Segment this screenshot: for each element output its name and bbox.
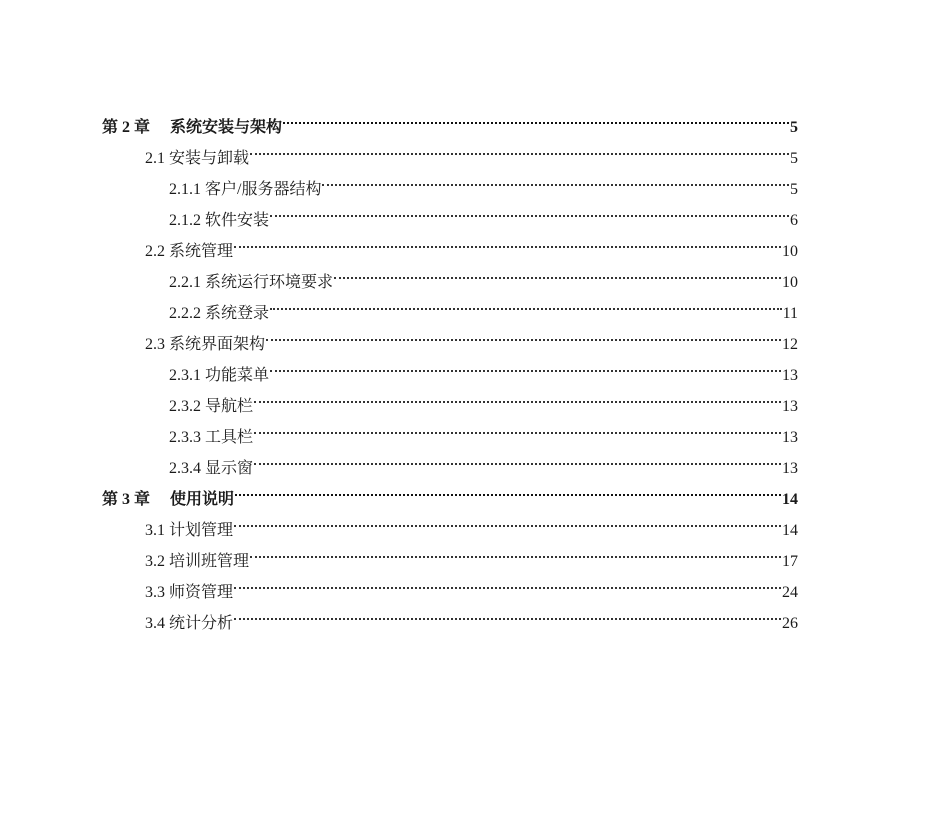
toc-entry-number: 3.1 xyxy=(145,522,165,539)
toc-entry-3-4[interactable] xyxy=(0,597,950,632)
toc-dot-leader xyxy=(249,535,782,566)
toc-dot-leader xyxy=(253,442,782,473)
toc-entry-number: 第 2 章 xyxy=(102,119,151,136)
toc-entry-number: 3.3 xyxy=(145,584,165,601)
toc-entry-2-1-2[interactable] xyxy=(0,194,950,229)
toc-entry-title: 安装与卸载 xyxy=(169,150,250,167)
toc-entry-chapter-3[interactable] xyxy=(0,473,950,508)
toc-entry-title: 显示窗 xyxy=(205,460,254,477)
toc-dot-leader xyxy=(234,473,782,504)
toc-dot-leader xyxy=(321,163,790,194)
toc-entry-2-3-1[interactable] xyxy=(0,349,950,384)
toc-entry-number: 2.2.1 xyxy=(169,274,201,291)
toc-entry-title: 系统运行环境要求 xyxy=(205,274,334,291)
toc-entry-title: 统计分析 xyxy=(169,615,234,632)
toc-entry-page: 13 xyxy=(782,367,798,384)
toc-entry-number: 2.1.2 xyxy=(169,212,201,229)
toc-entry-title: 系统管理 xyxy=(169,243,234,260)
toc-entry-2-3-2[interactable] xyxy=(0,380,950,415)
toc-entry-3-3[interactable] xyxy=(0,566,950,601)
toc-entry-page: 17 xyxy=(782,553,798,570)
toc-entry-2-1-1[interactable] xyxy=(0,163,950,198)
toc-entry-title: 计划管理 xyxy=(169,522,234,539)
table-of-contents xyxy=(0,101,950,632)
toc-entry-number: 3.2 xyxy=(145,553,165,570)
toc-entry-number: 2.3 xyxy=(145,336,165,353)
toc-entry-number: 2.3.1 xyxy=(169,367,201,384)
toc-entry-number: 2.1.1 xyxy=(169,181,201,198)
toc-entry-title: 软件安装 xyxy=(205,212,270,229)
toc-entry-title: 客户/服务器结构 xyxy=(205,181,322,198)
toc-entry-number: 2.1 xyxy=(145,150,165,167)
toc-entry-page: 5 xyxy=(790,181,798,198)
toc-entry-number: 2.2.2 xyxy=(169,305,201,322)
toc-entry-number: 2.3.3 xyxy=(169,429,201,446)
toc-dot-leader xyxy=(253,411,782,442)
toc-dot-leader xyxy=(269,194,790,225)
toc-entry-title: 功能菜单 xyxy=(205,367,270,384)
toc-entry-page: 5 xyxy=(790,119,798,136)
toc-entry-page: 13 xyxy=(782,460,798,477)
toc-entry-2-2[interactable] xyxy=(0,225,950,260)
toc-entry-page: 14 xyxy=(782,522,798,539)
toc-entry-title: 工具栏 xyxy=(205,429,254,446)
toc-entry-title: 系统安装与架构 xyxy=(170,119,283,136)
toc-entry-page: 26 xyxy=(782,615,798,632)
toc-dot-leader xyxy=(269,349,782,380)
toc-entry-number: 2.3.2 xyxy=(169,398,201,415)
toc-dot-leader xyxy=(233,225,782,256)
toc-entry-2-3-4[interactable] xyxy=(0,442,950,477)
toc-dot-leader xyxy=(233,566,782,597)
toc-entry-2-3[interactable] xyxy=(0,318,950,353)
toc-entry-page: 11 xyxy=(782,305,798,322)
toc-entry-title: 导航栏 xyxy=(205,398,254,415)
toc-dot-leader xyxy=(282,101,790,132)
toc-dot-leader xyxy=(253,380,782,411)
toc-entry-3-2[interactable] xyxy=(0,535,950,570)
toc-entry-number: 2.3.4 xyxy=(169,460,201,477)
toc-entry-page: 13 xyxy=(782,429,798,446)
toc-entry-3-1[interactable] xyxy=(0,504,950,539)
toc-entry-number: 2.2 xyxy=(145,243,165,260)
toc-entry-page: 14 xyxy=(782,491,798,508)
toc-entry-page: 12 xyxy=(782,336,798,353)
toc-entry-page: 13 xyxy=(782,398,798,415)
toc-entry-title: 系统登录 xyxy=(205,305,270,322)
toc-entry-title: 使用说明 xyxy=(170,491,235,508)
toc-entry-page: 24 xyxy=(782,584,798,601)
toc-entry-page: 10 xyxy=(782,274,798,291)
toc-entry-page: 6 xyxy=(790,212,798,229)
toc-entry-2-2-2[interactable] xyxy=(0,287,950,322)
toc-entry-chapter-2[interactable] xyxy=(0,101,950,136)
toc-entry-text xyxy=(145,608,233,639)
toc-entry-number: 第 3 章 xyxy=(102,491,151,508)
toc-entry-2-3-3[interactable] xyxy=(0,411,950,446)
toc-dot-leader xyxy=(233,504,782,535)
toc-entry-2-2-1[interactable] xyxy=(0,256,950,291)
toc-entry-2-1[interactable] xyxy=(0,132,950,167)
toc-dot-leader xyxy=(269,287,783,318)
toc-entry-title: 系统界面架构 xyxy=(169,336,266,353)
toc-dot-leader xyxy=(265,318,782,349)
toc-entry-page: 10 xyxy=(782,243,798,260)
toc-dot-leader xyxy=(249,132,790,163)
toc-entry-page: 5 xyxy=(790,150,798,167)
toc-entry-title: 培训班管理 xyxy=(169,553,250,570)
toc-dot-leader xyxy=(333,256,782,287)
toc-dot-leader xyxy=(233,597,782,628)
toc-entry-number: 3.4 xyxy=(145,615,165,632)
toc-entry-title: 师资管理 xyxy=(169,584,234,601)
